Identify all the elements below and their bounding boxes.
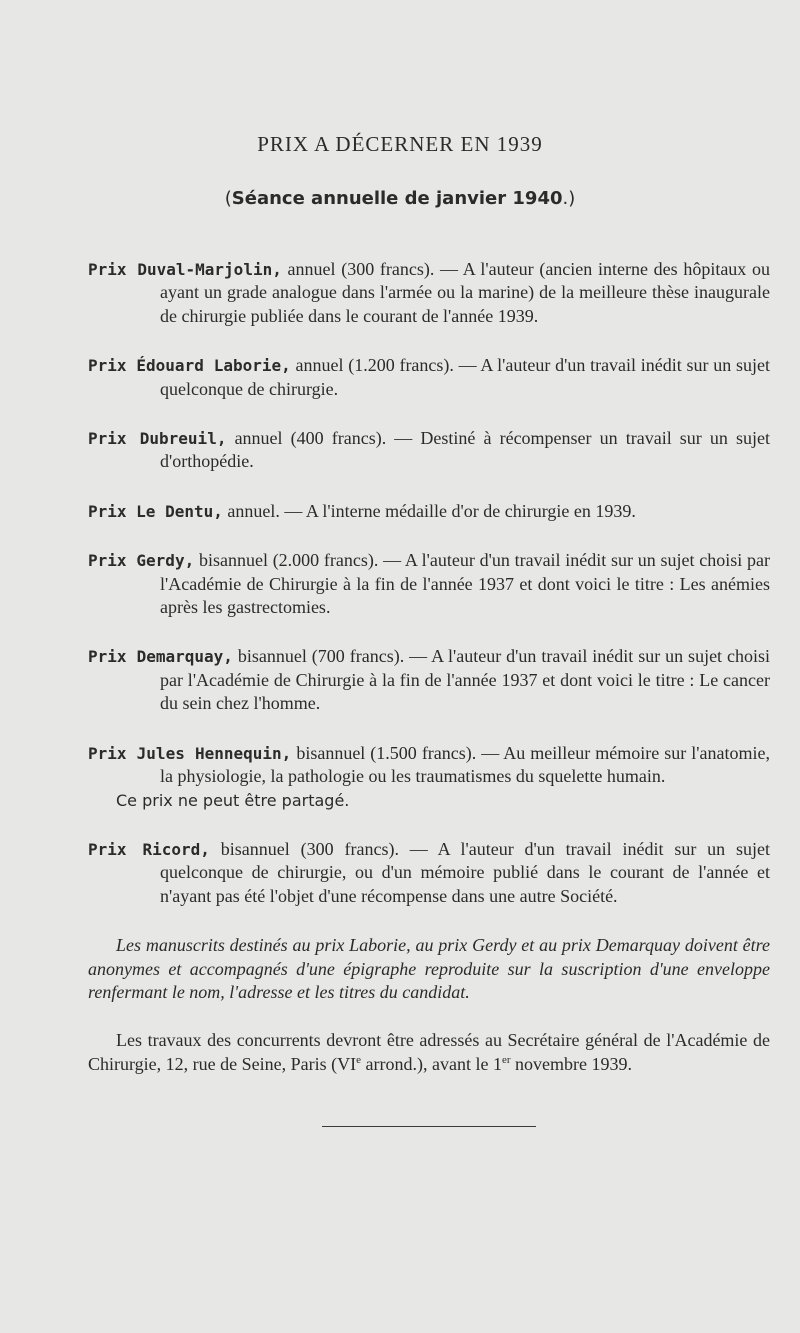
closing-text-3: novembre 1939. xyxy=(510,1053,632,1074)
prize-entry-gerdy xyxy=(88,549,770,619)
prize-name: Prix Jules Hennequin, xyxy=(88,743,292,763)
closing-sup-2: er xyxy=(501,1053,511,1066)
subtitle-close: .) xyxy=(562,188,576,209)
prize-entry-dubreuil xyxy=(88,427,770,474)
subtitle-text: Séance annuelle de janvier 1940 xyxy=(231,188,563,209)
closing-paragraph xyxy=(88,1029,770,1076)
manuscript-note: Les manuscrits destinés au prix Laborie, au prix Gerdy et au prix Demarquay doivent être anonymes et accompagnés d'une épigraphe reproduite sur la suscription d'une enveloppe renfermant le nom, l'adresse et les titres du candidat. xyxy=(88,935,770,1003)
prize-name: Prix Le Dentu, xyxy=(88,501,223,521)
prize-note: Ce prix ne peut être partagé. xyxy=(116,790,350,810)
closing-sup-1: e xyxy=(356,1053,362,1066)
prize-description: bisannuel (1.500 francs). — Au meilleur mémoire sur l'anatomie, la physiologie, la pathologie ou les traumatismes du squelette humain. xyxy=(160,742,770,787)
page-title: PRIX A DÉCERNER EN 1939 xyxy=(257,132,543,156)
prize-entry-duval-marjolin xyxy=(88,258,770,328)
prize-entry-demarquay xyxy=(88,645,770,715)
prize-description: annuel (1.200 francs). — A l'auteur d'un travail inédit sur un sujet quelconque de chirurgie. xyxy=(160,355,770,399)
prize-name: Prix Gerdy, xyxy=(88,551,195,571)
closing-text-1: Les travaux des concurrents devront être adressés au Secrétaire général de l'Académie de Chirurgie, 12, rue de Seine, Paris (VI xyxy=(88,1029,770,1074)
prize-description: annuel (300 francs). — A l'auteur (ancien interne des hôpitaux ou ayant un grade analogue dans l'armée ou la marine) de la meilleure thèse inaugurale de chirurgie publiée dans le courant de l'année 1939. xyxy=(160,259,770,326)
prize-entry-laborie xyxy=(88,354,770,401)
prize-name: Prix Édouard Laborie, xyxy=(88,356,291,376)
prize-name: Prix Dubreuil, xyxy=(88,429,227,449)
prize-description: annuel. — A l'interne médaille d'or de chirurgie en 1939. xyxy=(222,500,636,521)
prize-description: bisannuel (700 francs). — A l'auteur d'un travail inédit sur un sujet choisi par l'Académie de Chirurgie à la fin de l'année 1937 et dont voici le titre : Le cancer du sein chez l'homme. xyxy=(160,646,770,714)
end-rule-divider xyxy=(322,1126,536,1127)
closing-text-2: arrond.), avant le 1 xyxy=(361,1053,502,1074)
prize-entry-le-dentu xyxy=(88,500,770,523)
prize-name: Prix Demarquay, xyxy=(88,647,233,667)
prize-description: bisannuel (300 francs). — A l'auteur d'un travail inédit sur un sujet quelconque de chirurgie, ou d'un mémoire publié dans le courant de l'année et n'ayant pas été l'objet d'une récompense dans une autre Société. xyxy=(160,838,771,906)
prize-entry-hennequin xyxy=(88,742,770,812)
prize-description: bisannuel (2.000 francs). — A l'auteur d'un travail inédit sur un sujet choisi par l'Académie de Chirurgie à la fin de l'année 1937 et dont voici le titre : Les anémies après les gastrectomies. xyxy=(160,550,770,618)
prize-list xyxy=(88,258,770,1076)
subtitle-open: ( xyxy=(224,188,232,209)
prize-name: Prix Duval-Marjolin, xyxy=(88,260,282,279)
prize-entry-ricord xyxy=(88,838,770,908)
prize-description: annuel (400 francs). — Destiné à récompenser un travail sur un sujet d'orthopédie. xyxy=(160,428,771,472)
prize-name: Prix Ricord, xyxy=(88,839,210,859)
session-subtitle xyxy=(0,188,800,209)
